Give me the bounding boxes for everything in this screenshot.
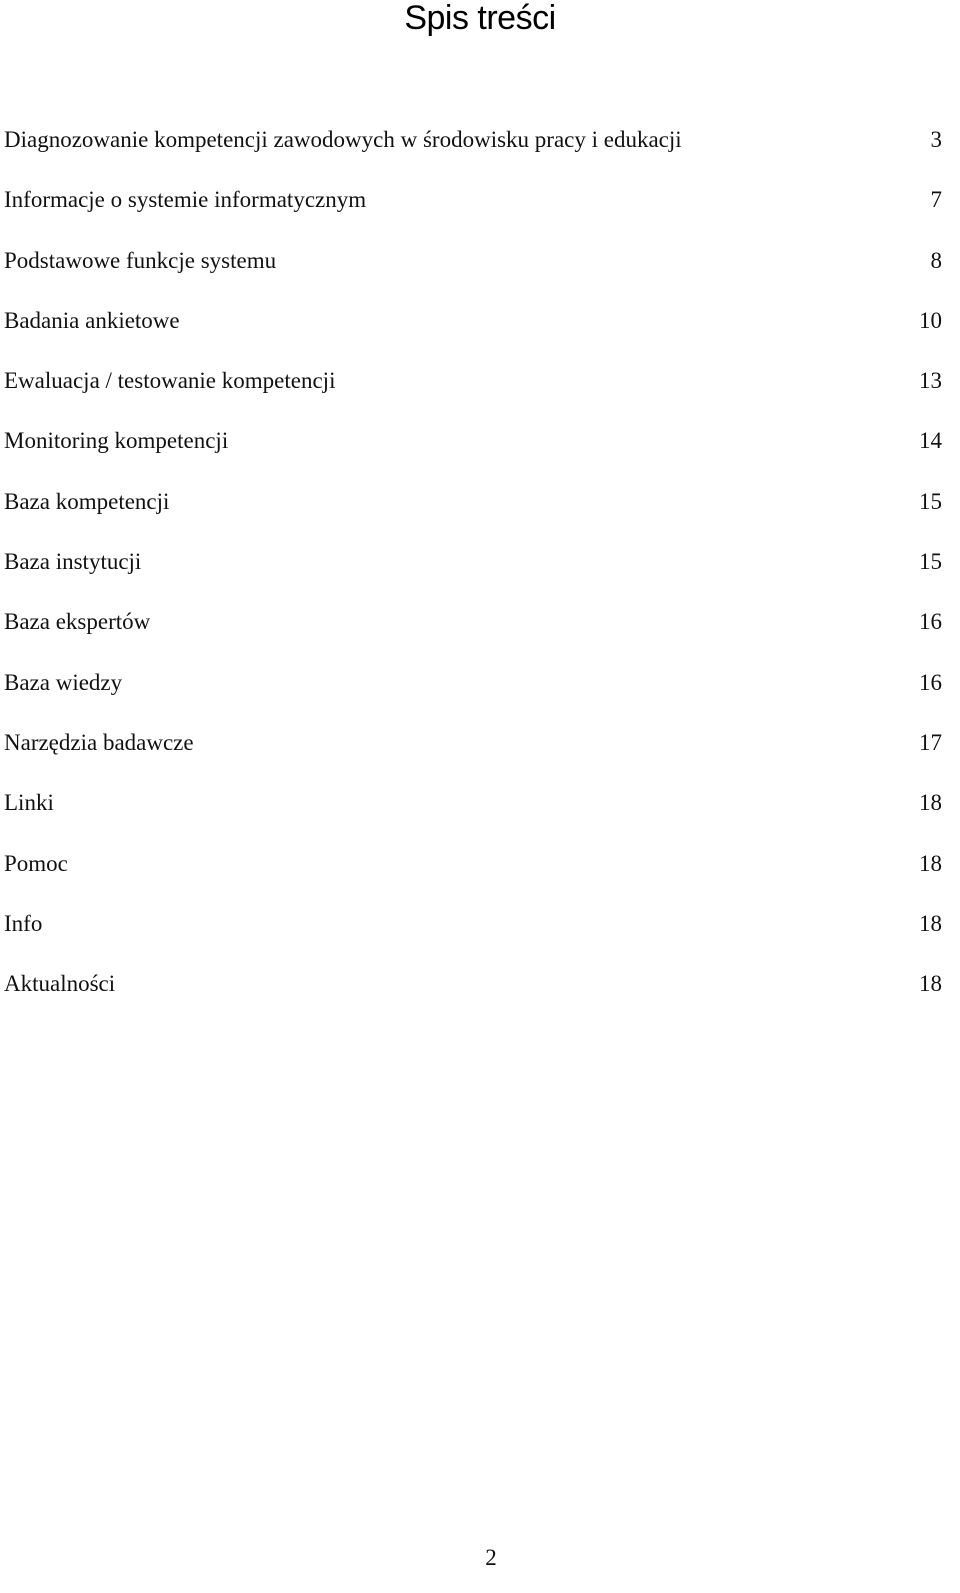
toc-entry-page: 10 [919,307,942,333]
toc-entry-page: 16 [919,669,942,695]
toc-entry-page: 18 [919,850,942,876]
toc-entry-page: 15 [919,549,942,575]
toc-entry-label: Pomoc [4,850,68,876]
toc-entry[interactable] [4,969,942,1029]
toc-entry-page: 8 [930,247,942,273]
page-title: Spis treści [404,0,556,37]
toc-entry-page: 7 [930,187,942,213]
toc-entry[interactable] [4,547,942,607]
toc-entry[interactable] [4,426,942,486]
toc-entry-label: Info [4,910,43,936]
toc-entry[interactable] [4,909,942,969]
toc-entry-label: Informacje o systemie informatycznym [4,187,367,213]
toc-entry-page: 18 [919,971,942,997]
toc-entry[interactable] [4,607,942,667]
toc-entry-page: 3 [930,127,942,152]
toc-entry[interactable] [4,185,942,245]
toc-entry-page: 13 [919,368,942,394]
toc-entry-label: Ewaluacja / testowanie kompetencji [4,368,336,394]
toc-entry[interactable] [4,668,942,728]
toc-entry-page: 14 [919,428,942,454]
toc-entry-page: 17 [919,729,942,755]
toc-entry[interactable] [4,788,942,848]
page-number: 2 [485,1545,497,1570]
toc-entry-label: Baza instytucji [4,549,142,575]
toc-entry[interactable] [4,125,942,185]
toc-entry-label: Baza kompetencji [4,488,170,514]
toc-entry-page: 18 [919,790,942,816]
toc-entry[interactable] [4,246,942,306]
toc-entry[interactable] [4,366,942,426]
toc-entry-page: 18 [919,910,942,936]
toc-entry[interactable] [4,487,942,547]
toc-entry-label: Baza ekspertów [4,609,151,635]
toc-entry-label: Badania ankietowe [4,307,180,333]
table-of-contents [4,125,942,1029]
toc-entry-label: Aktualności [4,971,116,997]
toc-entry-label: Baza wiedzy [4,669,123,695]
toc-entry-page: 16 [919,609,942,635]
toc-entry-label: Narzędzia badawcze [4,729,194,755]
toc-entry[interactable] [4,849,942,909]
toc-entry-label: Podstawowe funkcje systemu [4,247,277,273]
toc-entry[interactable] [4,728,942,788]
toc-entry-label: Linki [4,790,54,816]
toc-entry-page: 15 [919,488,942,514]
toc-entry[interactable] [4,306,942,366]
toc-entry-label: Monitoring kompetencji [4,428,229,454]
toc-entry-label: Diagnozowanie kompetencji zawodowych w środowisku pracy i edukacji [4,127,682,152]
